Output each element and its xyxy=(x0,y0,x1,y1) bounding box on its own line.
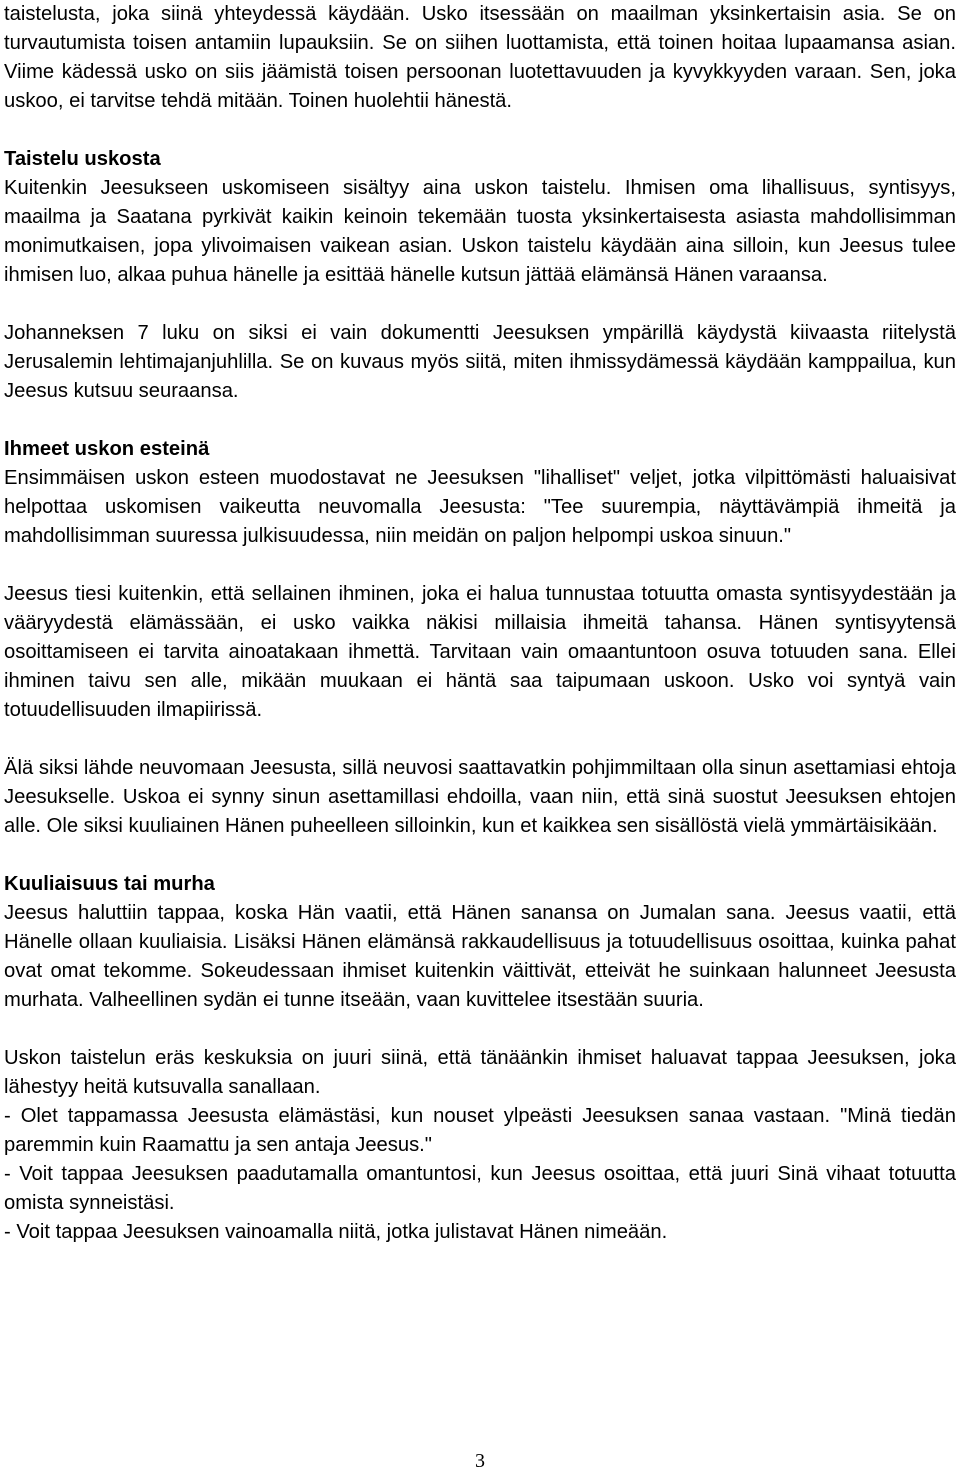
spacer xyxy=(4,1015,956,1044)
page-number: 3 xyxy=(475,1450,485,1472)
document-page xyxy=(4,0,956,1247)
spacer xyxy=(4,725,956,754)
section-heading-ihmeet: Ihmeet uskon esteinä xyxy=(4,438,210,460)
spacer xyxy=(4,116,956,145)
spacer xyxy=(4,290,956,319)
paragraph-ihmeet-1: Ensimmäisen uskon esteen muodostavat ne Jeesuksen "lihalliset" veljet, jotka vilpittömästi haluaisivat helpottaa uskomisen vaikeutta neuvomalla Jeesusta: "Tee suurempia, näyttävämpiä ihmeitä ja mahdollisimman suuressa julkisuudessa, niin meidän on paljon helpompi uskoa sinuun." xyxy=(4,467,956,547)
intro-paragraph: taistelusta, joka siinä yhteydessä käydään. Usko itsessään on maailman yksinkertaisin asia. Se on turvautumista toisen antamiin lupauksiin. Se on siihen luottamista, että toinen hoitaa lupaamansa asian. Viime kädessä usko on siis jäämistä toisen persoonan luotettavuuden ja kyvykkyyden varaan. Sen, joka uskoo, ei tarvitse tehdä mitään. Toinen huolehtii hänestä. xyxy=(4,3,956,112)
paragraph-kuuliaisuus-2: Uskon taistelun eräs keskuksia on juuri siinä, että tänäänkin ihmiset haluavat tappaa Jeesuksen, joka lähestyy heitä kutsuvalla sanallaan. xyxy=(4,1047,956,1098)
section-heading-taistelu: Taistelu uskosta xyxy=(4,148,161,170)
bullet-item-2: - Voit tappaa Jeesuksen paadutamalla omantuntosi, kun Jeesus osoittaa, että juuri Sinä vihaat totuutta omista synneistäsi. xyxy=(4,1163,956,1214)
spacer xyxy=(4,841,956,870)
paragraph-ihmeet-2: Jeesus tiesi kuitenkin, että sellainen ihminen, joka ei halua tunnustaa totuutta omasta syntisyydestään ja vääryydestä elämässään, ei usko vaikka näkisi millaisia ihmeitä tahansa. Hänen syntisyytensä osoittamiseen ei tarvita ainoatakaan ihmettä. Tarvitaan vain omaantuntoon osuva totuuden sana. Ellei ihminen taivu sen alle, mikään muukaan ei häntä saa taipumaan uskoon. Usko voi syntyä vain totuudellisuuden ilmapiirissä. xyxy=(4,583,956,721)
bullet-item-3: - Voit tappaa Jeesuksen vainoamalla niitä, jotka julistavat Hänen nimeään. xyxy=(4,1221,668,1243)
section-heading-kuuliaisuus: Kuuliaisuus tai murha xyxy=(4,873,215,895)
paragraph-ihmeet-3: Älä siksi lähde neuvomaan Jeesusta, sillä neuvosi saattavatkin pohjimmiltaan olla sinun asettamiasi ehtoja Jeesukselle. Uskoa ei synny sinun asettamillasi ehdoilla, vaan niin, että sinä suostut Jeesuksen ehtojen alle. Ole siksi kuuliainen Hänen puheelleen silloinkin, kun et kaikkea sen sisällöstä vielä ymmärtäisikään. xyxy=(4,757,956,837)
paragraph-kuuliaisuus-1: Jeesus haluttiin tappaa, koska Hän vaatii, että Hänen sanansa on Jumalan sana. Jeesus vaatii, että Hänelle ollaan kuuliaisia. Lisäksi Hänen elämänsä rakkaudellisuus ja totuudellisuus osoittaa, kuinka pahat ovat omat tekomme. Sokeudessaan ihmiset kuitenkin väittivät, etteivät he suinkaan halunneet Jeesusta murhata. Valheellinen sydän ei tunne itseään, vaan kuvittelee itsestään suuria. xyxy=(4,902,956,1011)
spacer xyxy=(4,551,956,580)
paragraph-taistelu-1: Kuitenkin Jeesukseen uskomiseen sisältyy aina uskon taistelu. Ihmisen oma lihallisuus, syntisyys, maailma ja Saatana pyrkivät kaikin keinoin tekemään tuosta yksinkertaisesta asiasta mahdollisimman monimutkaisen, jopa ylivoimaisen vaikean asian. Uskon taistelu käydään aina silloin, kun Jeesus tulee ihmisen luo, alkaa puhua hänelle ja esittää hänelle kutsun jättää elämänsä Hänen varaansa. xyxy=(4,177,956,286)
spacer xyxy=(4,406,956,435)
bullet-item-1: - Olet tappamassa Jeesusta elämästäsi, kun nouset ylpeästi Jeesuksen sanaa vastaan. "Minä tiedän paremmin kuin Raamattu ja sen antaja Jeesus." xyxy=(4,1105,956,1156)
paragraph-taistelu-2: Johanneksen 7 luku on siksi ei vain dokumentti Jeesuksen ympärillä käydystä kiivaasta riitelystä Jerusalemin lehtimajanjuhlilla. Se on kuvaus myös siitä, miten ihmissydämessä käydään kamppailua, kun Jeesus kutsuu seuraansa. xyxy=(4,322,956,402)
